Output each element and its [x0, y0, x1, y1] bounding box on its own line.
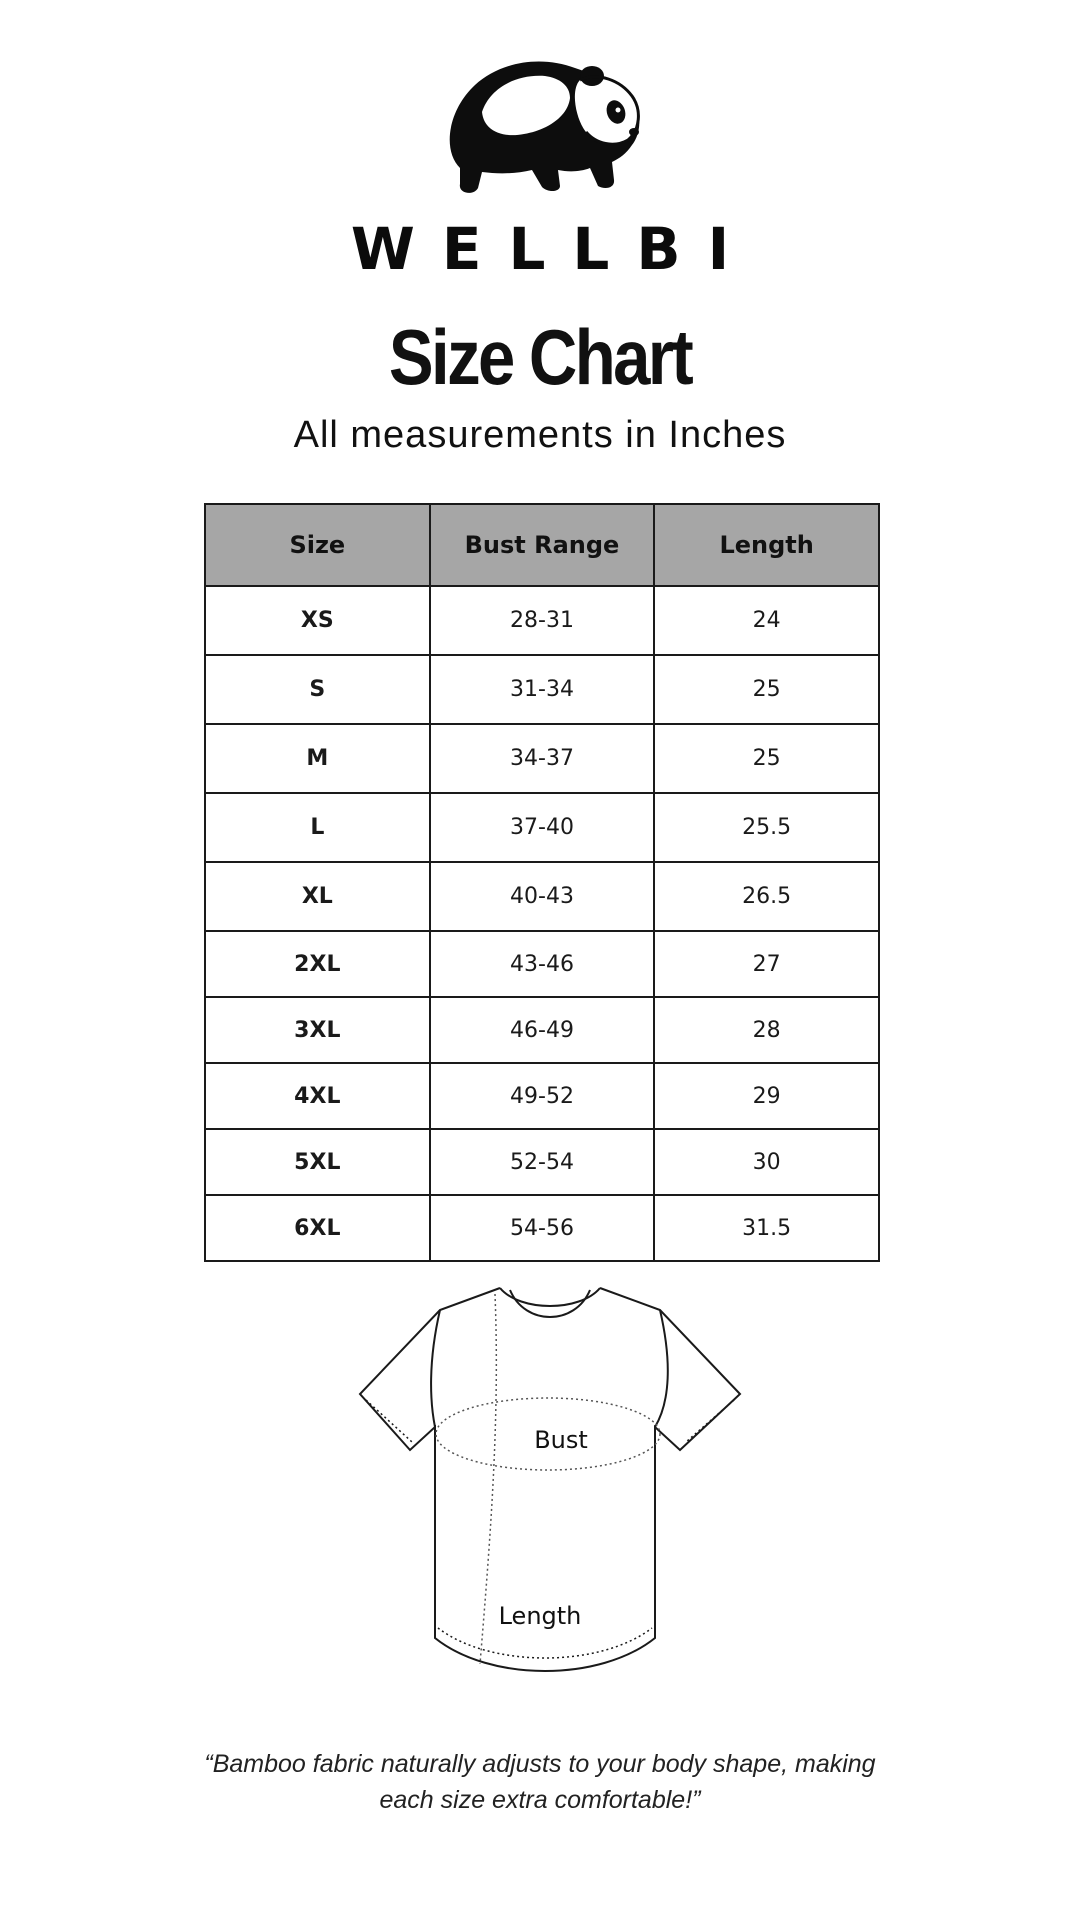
quote-line-2: each size extra comfortable!” — [379, 1786, 701, 1814]
bust-range-cell: 34-37 — [430, 724, 655, 793]
length-guide — [480, 1294, 496, 1664]
brand-wordmark: WELLBI — [350, 215, 757, 283]
table-row — [205, 724, 879, 793]
length-cell: 24 — [654, 586, 879, 655]
size-cell: S — [205, 655, 430, 724]
tshirt-icon — [350, 1282, 760, 1692]
table-row — [205, 1129, 879, 1195]
size-cell: XS — [205, 586, 430, 655]
bust-range-cell: 54-56 — [430, 1195, 655, 1261]
length-cell: 30 — [654, 1129, 879, 1195]
column-header-length: Length — [654, 504, 879, 586]
length-cell: 29 — [654, 1063, 879, 1129]
size-cell: XL — [205, 862, 430, 931]
size-cell: 6XL — [205, 1195, 430, 1261]
table-header-row — [205, 504, 879, 586]
size-table — [204, 503, 880, 1262]
quote-text — [0, 1746, 1080, 1818]
bust-range-cell: 49-52 — [430, 1063, 655, 1129]
table-row — [205, 1063, 879, 1129]
bust-label: Bust — [534, 1426, 588, 1454]
column-header-bust-range: Bust Range — [430, 504, 655, 586]
size-cell: 4XL — [205, 1063, 430, 1129]
page-title: Size Chart — [388, 313, 692, 401]
size-cell: L — [205, 793, 430, 862]
table-row — [205, 793, 879, 862]
size-cell: 5XL — [205, 1129, 430, 1195]
quote-line-1: “Bamboo fabric naturally adjusts to your body shape, making — [204, 1750, 876, 1778]
bust-range-cell: 31-34 — [430, 655, 655, 724]
length-cell: 31.5 — [654, 1195, 879, 1261]
length-cell: 26.5 — [654, 862, 879, 931]
table-row — [205, 997, 879, 1063]
table-row — [205, 931, 879, 997]
table-row — [205, 1195, 879, 1261]
bust-range-cell: 43-46 — [430, 931, 655, 997]
length-cell: 28 — [654, 997, 879, 1063]
length-cell: 25 — [654, 655, 879, 724]
bust-range-cell: 46-49 — [430, 997, 655, 1063]
size-cell: 2XL — [205, 931, 430, 997]
length-label: Length — [498, 1602, 582, 1630]
bust-range-cell: 52-54 — [430, 1129, 655, 1195]
size-cell: M — [205, 724, 430, 793]
length-cell: 27 — [654, 931, 879, 997]
column-header-size: Size — [205, 504, 430, 586]
table-row — [205, 655, 879, 724]
page-subtitle: All measurements in Inches — [293, 414, 787, 456]
table-row — [205, 586, 879, 655]
panda-icon — [420, 50, 660, 200]
table-row — [205, 862, 879, 931]
size-cell: 3XL — [205, 997, 430, 1063]
length-cell: 25 — [654, 724, 879, 793]
bust-range-cell: 28-31 — [430, 586, 655, 655]
length-cell: 25.5 — [654, 793, 879, 862]
bust-range-cell: 40-43 — [430, 862, 655, 931]
bust-range-cell: 37-40 — [430, 793, 655, 862]
